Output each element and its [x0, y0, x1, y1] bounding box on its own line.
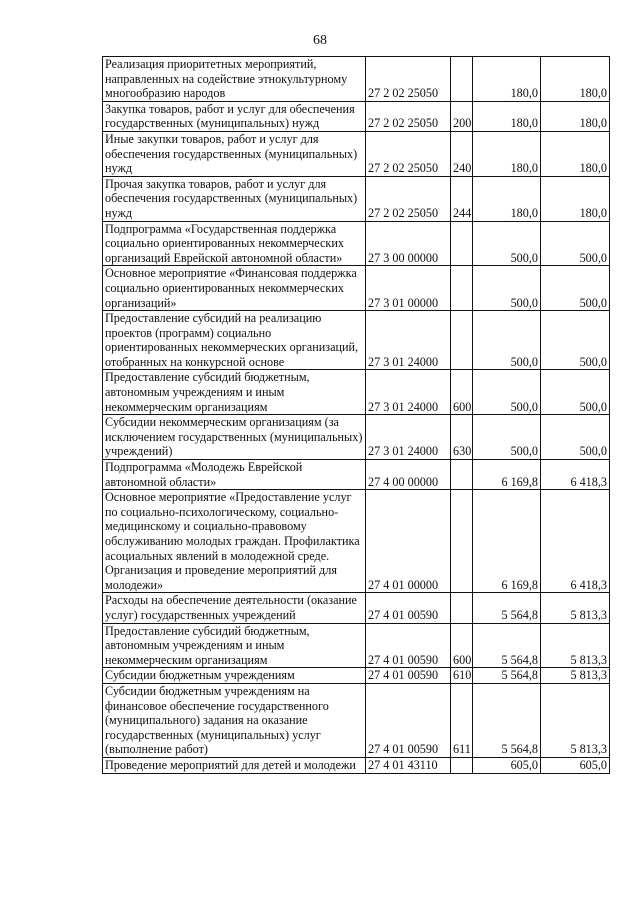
amount-cell-2: 5 813,3	[541, 623, 610, 668]
target-article-cell: 27 3 01 24000	[366, 311, 451, 370]
table-row	[103, 490, 610, 593]
expense-type-cell: 600	[451, 623, 473, 668]
target-article-cell: 27 3 01 00000	[366, 266, 451, 311]
table-row	[103, 623, 610, 668]
expense-type-cell	[451, 460, 473, 490]
table-row	[103, 668, 610, 684]
row-name-cell: Субсидии некоммерческим организациям (за исключением государственных (муниципальных) учреждений)	[103, 415, 366, 460]
table-row	[103, 460, 610, 490]
row-name-cell: Субсидии бюджетным учреждениям на финансовое обеспечение государственного (муниципального) задания на оказание государственных (муниципальных) услуг (выполнение работ)	[103, 683, 366, 757]
amount-cell-1: 500,0	[473, 370, 541, 415]
amount-cell-1: 5 564,8	[473, 668, 541, 684]
expense-type-cell	[451, 311, 473, 370]
amount-cell-2: 5 813,3	[541, 683, 610, 757]
amount-cell-1: 180,0	[473, 57, 541, 102]
amount-cell-2: 500,0	[541, 221, 610, 266]
target-article-cell: 27 4 01 00590	[366, 593, 451, 623]
table-row	[103, 415, 610, 460]
row-name-cell: Прочая закупка товаров, работ и услуг для обеспечения государственных (муниципальных) нужд	[103, 176, 366, 221]
target-article-cell: 27 2 02 25050	[366, 101, 451, 131]
expense-type-cell: 611	[451, 683, 473, 757]
amount-cell-2: 6 418,3	[541, 490, 610, 593]
expense-type-cell	[451, 221, 473, 266]
table-row	[103, 757, 610, 773]
page-number: 68	[313, 33, 327, 48]
expense-type-cell: 200	[451, 101, 473, 131]
amount-cell-2: 6 418,3	[541, 460, 610, 490]
amount-cell-2: 500,0	[541, 370, 610, 415]
amount-cell-2: 180,0	[541, 176, 610, 221]
table-row	[103, 370, 610, 415]
table-row	[103, 131, 610, 176]
amount-cell-2: 605,0	[541, 757, 610, 773]
amount-cell-1: 500,0	[473, 311, 541, 370]
table-row	[103, 311, 610, 370]
row-name-cell: Иные закупки товаров, работ и услуг для обеспечения государственных (муниципальных) нужд	[103, 131, 366, 176]
row-name-cell: Реализация приоритетных мероприятий, направленных на содействие этнокультурному многообразию народов	[103, 57, 366, 102]
row-name-cell: Предоставление субсидий на реализацию проектов (программ) социально ориентированных некоммерческих организаций, отобранных на конкурсной основе	[103, 311, 366, 370]
table-row	[103, 101, 610, 131]
row-name-cell: Предоставление субсидий бюджетным, автономным учреждениям и иным некоммерческим организациям	[103, 623, 366, 668]
expense-type-cell	[451, 490, 473, 593]
amount-cell-2: 500,0	[541, 266, 610, 311]
expense-type-cell	[451, 57, 473, 102]
target-article-cell: 27 2 02 25050	[366, 176, 451, 221]
amount-cell-1: 180,0	[473, 176, 541, 221]
amount-cell-1: 6 169,8	[473, 490, 541, 593]
row-name-cell: Подпрограмма «Государственная поддержка социально ориентированных некоммерческих организаций Еврейской автономной области»	[103, 221, 366, 266]
row-name-cell: Проведение мероприятий для детей и молодежи	[103, 757, 366, 773]
table-row	[103, 266, 610, 311]
table-row	[103, 176, 610, 221]
budget-table	[102, 56, 610, 774]
expense-type-cell: 600	[451, 370, 473, 415]
table-row	[103, 57, 610, 102]
row-name-cell: Основное мероприятие «Финансовая поддержка социально ориентированных некоммерческих организаций»	[103, 266, 366, 311]
amount-cell-1: 6 169,8	[473, 460, 541, 490]
amount-cell-1: 5 564,8	[473, 593, 541, 623]
amount-cell-2: 500,0	[541, 311, 610, 370]
expense-type-cell	[451, 757, 473, 773]
target-article-cell: 27 4 01 00590	[366, 683, 451, 757]
row-name-cell: Субсидии бюджетным учреждениям	[103, 668, 366, 684]
target-article-cell: 27 3 01 24000	[366, 370, 451, 415]
target-article-cell: 27 2 02 25050	[366, 57, 451, 102]
row-name-cell: Расходы на обеспечение деятельности (оказание услуг) государственных учреждений	[103, 593, 366, 623]
target-article-cell: 27 3 00 00000	[366, 221, 451, 266]
amount-cell-2: 180,0	[541, 101, 610, 131]
target-article-cell: 27 4 00 00000	[366, 460, 451, 490]
row-name-cell: Закупка товаров, работ и услуг для обеспечения государственных (муниципальных) нужд	[103, 101, 366, 131]
table-row	[103, 593, 610, 623]
target-article-cell: 27 2 02 25050	[366, 131, 451, 176]
amount-cell-2: 5 813,3	[541, 593, 610, 623]
amount-cell-1: 500,0	[473, 266, 541, 311]
amount-cell-1: 605,0	[473, 757, 541, 773]
amount-cell-2: 500,0	[541, 415, 610, 460]
expense-type-cell: 244	[451, 176, 473, 221]
table-row	[103, 683, 610, 757]
amount-cell-2: 180,0	[541, 57, 610, 102]
amount-cell-1: 500,0	[473, 415, 541, 460]
target-article-cell: 27 4 01 00590	[366, 668, 451, 684]
target-article-cell: 27 4 01 43110	[366, 757, 451, 773]
expense-type-cell: 630	[451, 415, 473, 460]
row-name-cell: Основное мероприятие «Предоставление услуг по социально-психологическому, социально-медицинскому и социально-правовому обслуживанию молодых граждан. Профилактика асоциальных явлений в молодежной среде. Организация и проведение мероприятий для молодежи»	[103, 490, 366, 593]
amount-cell-2: 180,0	[541, 131, 610, 176]
amount-cell-1: 180,0	[473, 131, 541, 176]
amount-cell-1: 500,0	[473, 221, 541, 266]
table-row	[103, 221, 610, 266]
amount-cell-1: 5 564,8	[473, 623, 541, 668]
expense-type-cell: 240	[451, 131, 473, 176]
target-article-cell: 27 3 01 24000	[366, 415, 451, 460]
amount-cell-1: 180,0	[473, 101, 541, 131]
row-name-cell: Подпрограмма «Молодежь Еврейской автономной области»	[103, 460, 366, 490]
amount-cell-1: 5 564,8	[473, 683, 541, 757]
expense-type-cell	[451, 593, 473, 623]
target-article-cell: 27 4 01 00590	[366, 623, 451, 668]
expense-type-cell	[451, 266, 473, 311]
row-name-cell: Предоставление субсидий бюджетным, автономным учреждениям и иным некоммерческим организациям	[103, 370, 366, 415]
expense-type-cell: 610	[451, 668, 473, 684]
amount-cell-2: 5 813,3	[541, 668, 610, 684]
target-article-cell: 27 4 01 00000	[366, 490, 451, 593]
